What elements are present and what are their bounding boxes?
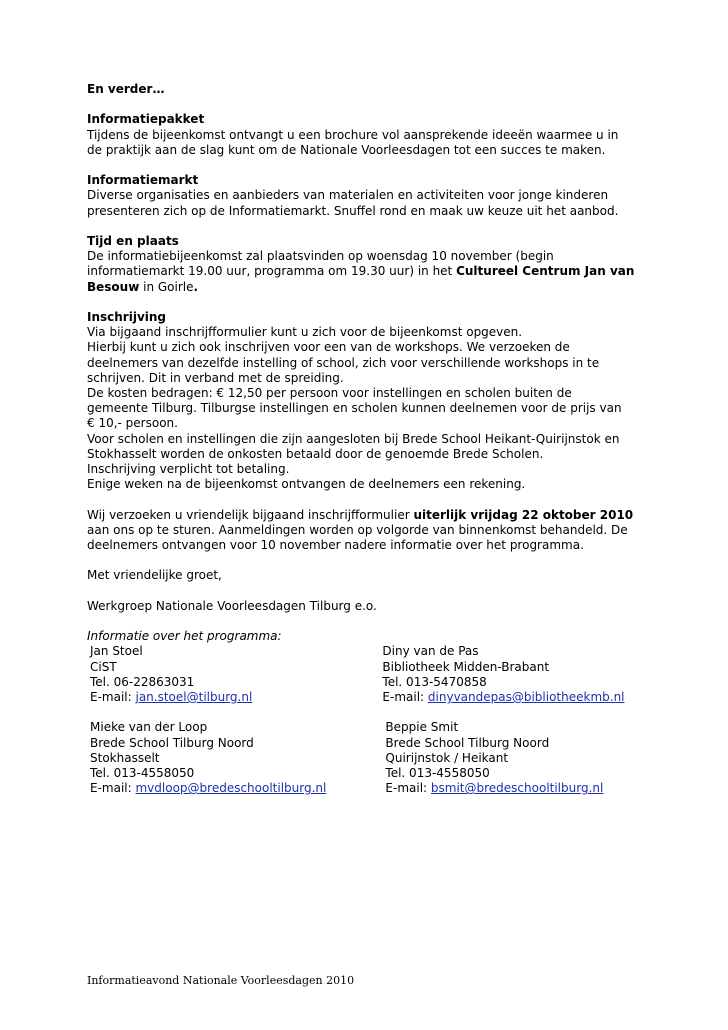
tijd-heading: Tijd en plaats	[87, 233, 179, 248]
contact-name: Beppie Smit	[385, 720, 459, 735]
contact-row	[87, 644, 647, 705]
inschrijving-heading: Inschrijving	[87, 309, 167, 324]
email-link[interactable]: mvdloop@bredeschooltilburg.nl	[135, 781, 327, 796]
contact-email-line	[90, 781, 382, 796]
document-page	[87, 82, 647, 796]
contact-place: Stokhasselt	[90, 750, 160, 765]
paragraph-line: Voor scholen en instellingen die zijn aangesloten bij Brede School Heikant-Quirijnstok en	[87, 431, 620, 446]
paragraph-line: Diverse organisaties en aanbieders van materialen en activiteiten voor jonge kinderen	[87, 188, 609, 203]
deadline-date: uiterlijk vrijdag 22 oktober 2010	[413, 507, 634, 522]
contact-tel: Tel. 013-5470858	[382, 674, 487, 689]
contact-card-jan-stoel	[87, 644, 382, 705]
paragraph-line: Stokhasselt worden de onkosten betaald door de genoemde Brede Scholen.	[87, 446, 544, 461]
venue-name-part-b: Besouw	[87, 279, 140, 294]
sender-section	[87, 599, 647, 614]
contact-row	[87, 720, 647, 796]
paragraph-line: De informatiebijeenkomst zal plaatsvinden op woensdag 10 november (begin	[87, 249, 554, 264]
spacer	[87, 705, 647, 720]
deadline-section	[87, 508, 647, 554]
tijd-line2-text: informatiemarkt 19.00 uur, programma om 19.30 uur) in het	[87, 264, 457, 279]
paragraph-line: presenteren zich op de Informatiemarkt. Snuffel rond en maak uw keuze uit het aanbod.	[87, 203, 619, 218]
contact-email-line	[382, 690, 647, 705]
email-label: E-mail:	[90, 781, 136, 796]
contact-card-mieke-van-der-loop	[87, 720, 382, 796]
contact-email-line	[385, 781, 647, 796]
greeting: Met vriendelijke groet,	[87, 568, 222, 583]
informatiepakket-heading: Informatiepakket	[87, 112, 205, 127]
contact-email-line	[90, 690, 382, 705]
email-label: E-mail:	[90, 690, 136, 704]
venue-city: in Goirle	[139, 279, 194, 294]
paragraph-line: deelnemers ontvangen voor 10 november nadere informatie over het programma.	[87, 538, 584, 553]
paragraph-line: Inschrijving verplicht tot betaling.	[87, 462, 290, 477]
contact-org: Bibliotheek Midden-Brabant	[382, 659, 550, 674]
contact-org: CiST	[90, 659, 117, 674]
contact-place: Quirijnstok / Heikant	[385, 750, 509, 765]
paragraph-line: de praktijk aan de slag kunt om de Nationale Voorleesdagen tot een succes te maken.	[87, 142, 606, 157]
paragraph-line	[87, 264, 647, 279]
intro-heading: En verder…	[87, 82, 165, 96]
deadline-text: Wij verzoeken u vriendelijk bijgaand inschrijfformulier	[87, 507, 414, 522]
contact-card-diny-van-de-pas	[382, 644, 647, 705]
paragraph-line: schrijven. Dit in verband met de spreiding.	[87, 370, 344, 385]
paragraph-line: deelnemers van dezelfde instelling of school, zich voor verschillende workshops in te	[87, 355, 600, 370]
paragraph-line: gemeente Tilburg. Tilburgse instellingen en scholen kunnen deelnemen voor de prijs van	[87, 401, 622, 416]
contact-name: Mieke van der Loop	[90, 720, 208, 735]
paragraph-line	[87, 280, 647, 295]
email-label: E-mail:	[385, 781, 431, 796]
email-link[interactable]: bsmit@bredeschooltilburg.nl	[430, 781, 604, 796]
inschrijving-section	[87, 310, 647, 492]
paragraph-line	[87, 508, 647, 523]
contact-tel: Tel. 013-4558050	[385, 766, 490, 780]
email-link[interactable]: jan.stoel@tilburg.nl	[135, 690, 253, 704]
venue-name-part-a: Cultureel Centrum Jan van	[456, 264, 635, 279]
contact-org: Brede School Tilburg Noord	[90, 735, 254, 750]
contact-tel: Tel. 06-22863031	[90, 674, 195, 689]
contacts-section	[87, 629, 647, 796]
email-link[interactable]: dinyvandepas@bibliotheekmb.nl	[427, 690, 625, 704]
contact-tel: Tel. 013-4558050	[90, 766, 195, 780]
paragraph-line: € 10,- persoon.	[87, 416, 178, 431]
paragraph-line: Enige weken na de bijeenkomst ontvangen de deelnemers een rekening.	[87, 477, 526, 492]
greeting-section	[87, 568, 647, 583]
email-label: E-mail:	[382, 690, 428, 704]
paragraph-line: De kosten bedragen: € 12,50 per persoon voor instellingen en scholen buiten de	[87, 386, 572, 400]
paragraph-line: aan ons op te sturen. Aanmeldingen worden op volgorde van binnenkomst behandeld. De	[87, 522, 628, 537]
intro-section	[87, 82, 647, 97]
contacts-heading: Informatie over het programma:	[87, 629, 282, 644]
paragraph-line: Tijdens de bijeenkomst ontvangt u een brochure vol aansprekende ideeën waarmee u in	[87, 127, 619, 142]
contact-org: Brede School Tilburg Noord	[385, 735, 550, 750]
paragraph-line: Via bijgaand inschrijfformulier kunt u zich voor de bijeenkomst opgeven.	[87, 325, 523, 340]
informatiemarkt-section	[87, 173, 647, 219]
contact-card-beppie-smit	[382, 720, 647, 796]
tijd-en-plaats-section	[87, 234, 647, 295]
informatiemarkt-heading: Informatiemarkt	[87, 173, 199, 188]
page-footer: Informatieavond Nationale Voorleesdagen 2010	[87, 974, 355, 987]
informatiepakket-section	[87, 112, 647, 158]
contact-name: Jan Stoel	[90, 644, 143, 659]
contact-name: Diny van de Pas	[382, 644, 479, 659]
paragraph-line: Hierbij kunt u zich ook inschrijven voor een van de workshops. We verzoeken de	[87, 340, 570, 355]
sender: Werkgroep Nationale Voorleesdagen Tilburg e.o.	[87, 598, 377, 613]
venue-period: .	[193, 279, 199, 294]
